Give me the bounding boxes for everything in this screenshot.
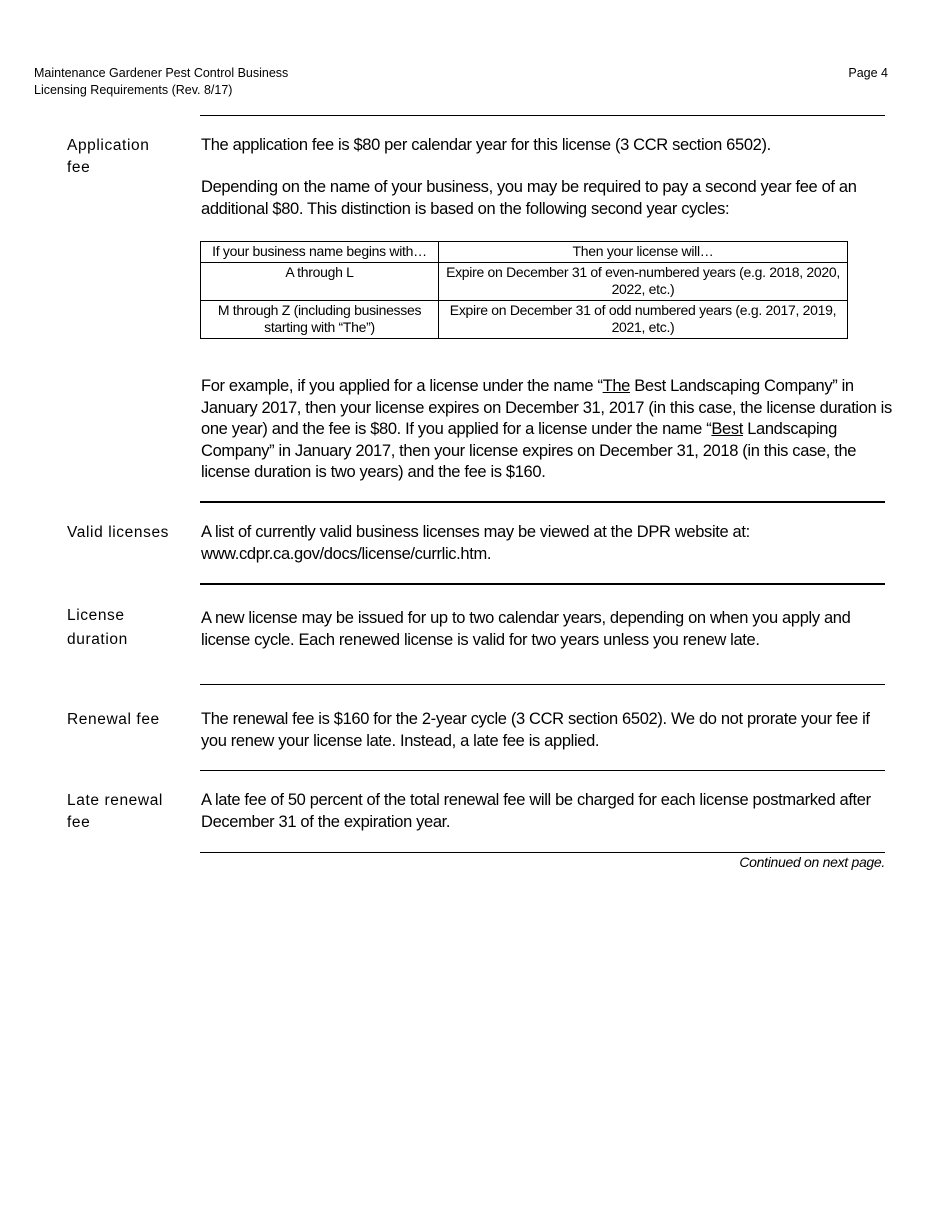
- example-underline-best: Best: [711, 420, 743, 438]
- example-text-3: Landscaping Company” in January 2017, then your license expires on December 31, 2018 (in this case, the license duration is two years) and the fee is $160.: [201, 420, 857, 481]
- header-title-line1: Maintenance Gardener Pest Control Business: [34, 66, 289, 80]
- section-label-renewal-fee: Renewal fee: [67, 711, 160, 728]
- divider: [200, 852, 885, 853]
- continued-note: Continued on next page.: [739, 854, 885, 870]
- table-cell: A through L: [201, 262, 439, 300]
- divider: [200, 583, 885, 585]
- divider: [200, 684, 885, 685]
- table-row: [201, 262, 848, 300]
- license-cycle-table: [200, 241, 848, 339]
- example-text-2: Best Landscaping Company” in January 2017, then your license expires on December 31, 2017 (in this case, the license duration is one year) and the fee is $80. If you applied for a license under the name “: [201, 377, 892, 438]
- table-header-row: [201, 242, 848, 263]
- section-label-valid-licenses: Valid licenses: [67, 524, 170, 541]
- application-fee-example: [201, 376, 893, 484]
- table-header-cell: If your business name begins with…: [201, 242, 439, 263]
- table-row: [201, 300, 848, 338]
- application-fee-intro: The application fee is $80 per calendar year for this license (3 CCR section 6502).: [201, 136, 771, 154]
- renewal-fee-text: The renewal fee is $160 for the 2-year cycle (3 CCR section 6502). We do not prorate your fee if you renew your license late. Instead, a late fee is applied.: [201, 710, 870, 750]
- late-renewal-fee-text: A late fee of 50 percent of the total renewal fee will be charged for each license postmarked after December 31 of the expiration year.: [201, 791, 871, 831]
- example-underline-the: The: [602, 377, 630, 395]
- example-text-1: For example, if you applied for a license under the name “: [201, 377, 603, 395]
- divider: [200, 770, 885, 771]
- valid-licenses-text: A list of currently valid business licenses may be viewed at the DPR website at: www.cdpr.ca.gov/docs/license/currlic.htm.: [201, 523, 750, 563]
- application-fee-second-year: Depending on the name of your business, you may be required to pay a second year fee of an additional $80. This distinction is based on the following second year cycles:: [201, 178, 857, 218]
- section-label-late-renewal-fee: Late renewal fee: [67, 792, 163, 831]
- header-title-line2: Licensing Requirements (Rev. 8/17): [34, 83, 233, 97]
- page-number: Page 4: [848, 66, 888, 80]
- table-header-cell: Then your license will…: [439, 242, 848, 263]
- table-cell: M through Z (including businesses starting with “The”): [201, 300, 439, 338]
- table-cell: Expire on December 31 of odd numbered years (e.g. 2017, 2019, 2021, etc.): [439, 300, 848, 338]
- divider: [200, 115, 885, 116]
- section-label-license-duration: License duration: [67, 607, 128, 648]
- section-label-application-fee: Application fee: [67, 137, 150, 176]
- divider: [200, 501, 885, 503]
- document-header: [34, 65, 288, 99]
- license-duration-text: A new license may be issued for up to two calendar years, depending on when you apply and license cycle. Each renewed license is valid for two years unless you renew late.: [201, 609, 851, 649]
- table-cell: Expire on December 31 of even-numbered years (e.g. 2018, 2020, 2022, etc.): [439, 262, 848, 300]
